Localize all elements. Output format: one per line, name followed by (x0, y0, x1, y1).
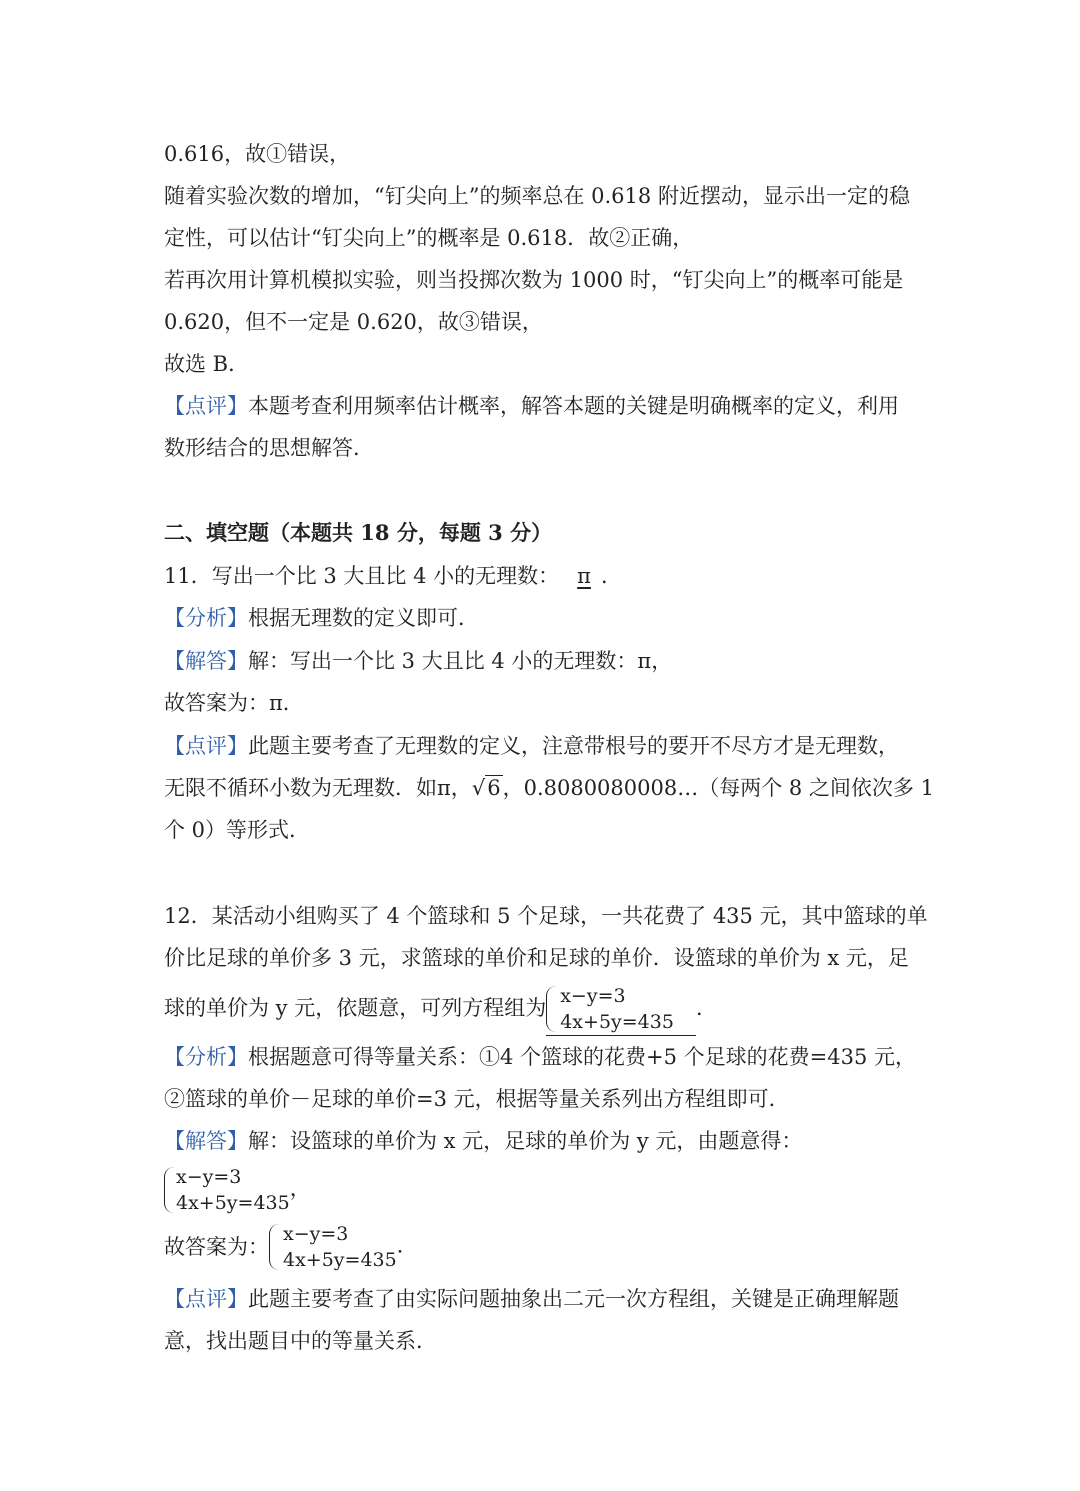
equation: x−y=3 (560, 985, 626, 1007)
answer-prefix: 故答案为： (164, 1235, 269, 1259)
solution-tag: 【解答】 (164, 649, 248, 673)
analysis-tag: 【分析】 (164, 1045, 248, 1069)
equation: x−y=3 (283, 1223, 349, 1245)
q11-prompt: 11．写出一个比 3 大且比 4 小的无理数： (164, 564, 560, 588)
q12-solution-system (164, 1164, 311, 1216)
q11-comment-part: 无限不循环小数为无理数．如π， (164, 776, 472, 800)
comment-line (164, 391, 899, 421)
text-line: 若再次用计算机模拟实验，则当投掷次数为 1000 时，“钉尖向上”的概率可能是 (164, 268, 904, 292)
q11-analysis: 根据无理数的定义即可． (248, 606, 479, 630)
text-line: 定性，可以估计“钉尖向上”的概率是 0.618．故②正确， (164, 226, 694, 250)
comment-tag: 【点评】 (164, 734, 248, 758)
q11-comment-line-3: 个 0）等形式． (164, 818, 311, 842)
q11-answer-blank: π (577, 564, 591, 588)
comment-line: 数形结合的思想解答． (164, 436, 374, 460)
equation-system (269, 1221, 397, 1273)
q12-comment-line-2: 意，找出题目中的等量关系． (164, 1329, 437, 1353)
question-12-line: 价比足球的单价多 3 元，求篮球的单价和足球的单价．设篮球的单价为 x 元，足 (164, 946, 909, 970)
q11-comment-line (164, 731, 899, 761)
answer-end: ． (396, 1233, 418, 1258)
brace-icon (546, 986, 557, 1032)
q12-solution-line (164, 1126, 802, 1156)
equation: 4x+5y=435 (283, 1249, 397, 1271)
q11-answer-line: 故答案为：π． (164, 691, 304, 715)
equation: x−y=3 (176, 1166, 242, 1188)
brace-icon (164, 1167, 175, 1213)
q11-solution: 解：写出一个比 3 大且比 4 小的无理数：π， (248, 649, 673, 673)
comment-tag: 【点评】 (164, 1287, 248, 1311)
equation: 4x+5y=435 (176, 1192, 290, 1214)
q11-comment: 此题主要考查了无理数的定义，注意带根号的要开不尽方才是无理数， (248, 734, 899, 758)
question-12-line-3 (164, 982, 717, 1036)
q12-analysis-line-2: ②篮球的单价－足球的单价=3 元，根据等量关系列出方程组即可． (164, 1087, 790, 1111)
text-line: 随着实验次数的增加，“钉尖向上”的频率总在 0.618 附近摆动，显示出一定的稳 (164, 184, 910, 208)
q11-solution-line (164, 646, 672, 676)
q12-prompt: 球的单价为 y 元，依题意，可列方程组为 (164, 996, 547, 1020)
sqrt-argument: 6 (487, 776, 501, 800)
q12-comment-line (164, 1284, 899, 1314)
equation-system (164, 1164, 290, 1216)
q11-end: ． (600, 564, 622, 588)
comment-text: 本题考查利用频率估计概率，解答本题的关键是明确概率的定义，利用 (248, 394, 899, 418)
sqrt-expression: √6 (471, 776, 501, 800)
q11-analysis-line (164, 603, 479, 633)
q12-answer-line (164, 1221, 418, 1273)
separator: ， (289, 1176, 311, 1201)
question-12-line: 12．某活动小组购买了 4 个篮球和 5 个足球，一共花费了 435 元，其中篮球的单 (164, 904, 928, 928)
q12-comment: 此题主要考查了由实际问题抽象出二元一次方程组，关键是正确理解题 (248, 1287, 899, 1311)
analysis-tag: 【分析】 (164, 606, 248, 630)
q11-comment-line-2 (164, 773, 934, 803)
text-line: 0.620，但不一定是 0.620，故③错误， (164, 310, 543, 334)
equation-system (546, 983, 674, 1035)
question-11 (164, 561, 622, 591)
solution-tag: 【解答】 (164, 1129, 248, 1153)
q12-analysis: 根据题意可得等量关系：①4 个篮球的花费+5 个足球的花费=435 元， (248, 1045, 917, 1069)
text-line: 故选 B． (164, 352, 250, 376)
q12-solution: 解：设篮球的单价为 x 元，足球的单价为 y 元，由题意得： (248, 1129, 803, 1153)
q11-comment-part: ，0.8080080008…（每两个 8 之间依次多 1 (502, 776, 934, 800)
text-line: 0.616，故①错误， (164, 142, 351, 166)
section-title: 二、填空题（本题共 18 分，每题 3 分） (164, 520, 553, 545)
equation: 4x+5y=435 (560, 1011, 674, 1033)
comment-tag: 【点评】 (164, 394, 248, 418)
q12-answer-blank (546, 983, 696, 1036)
q12-analysis-line (164, 1042, 916, 1072)
brace-icon (269, 1224, 280, 1270)
q12-end: ． (695, 996, 717, 1020)
